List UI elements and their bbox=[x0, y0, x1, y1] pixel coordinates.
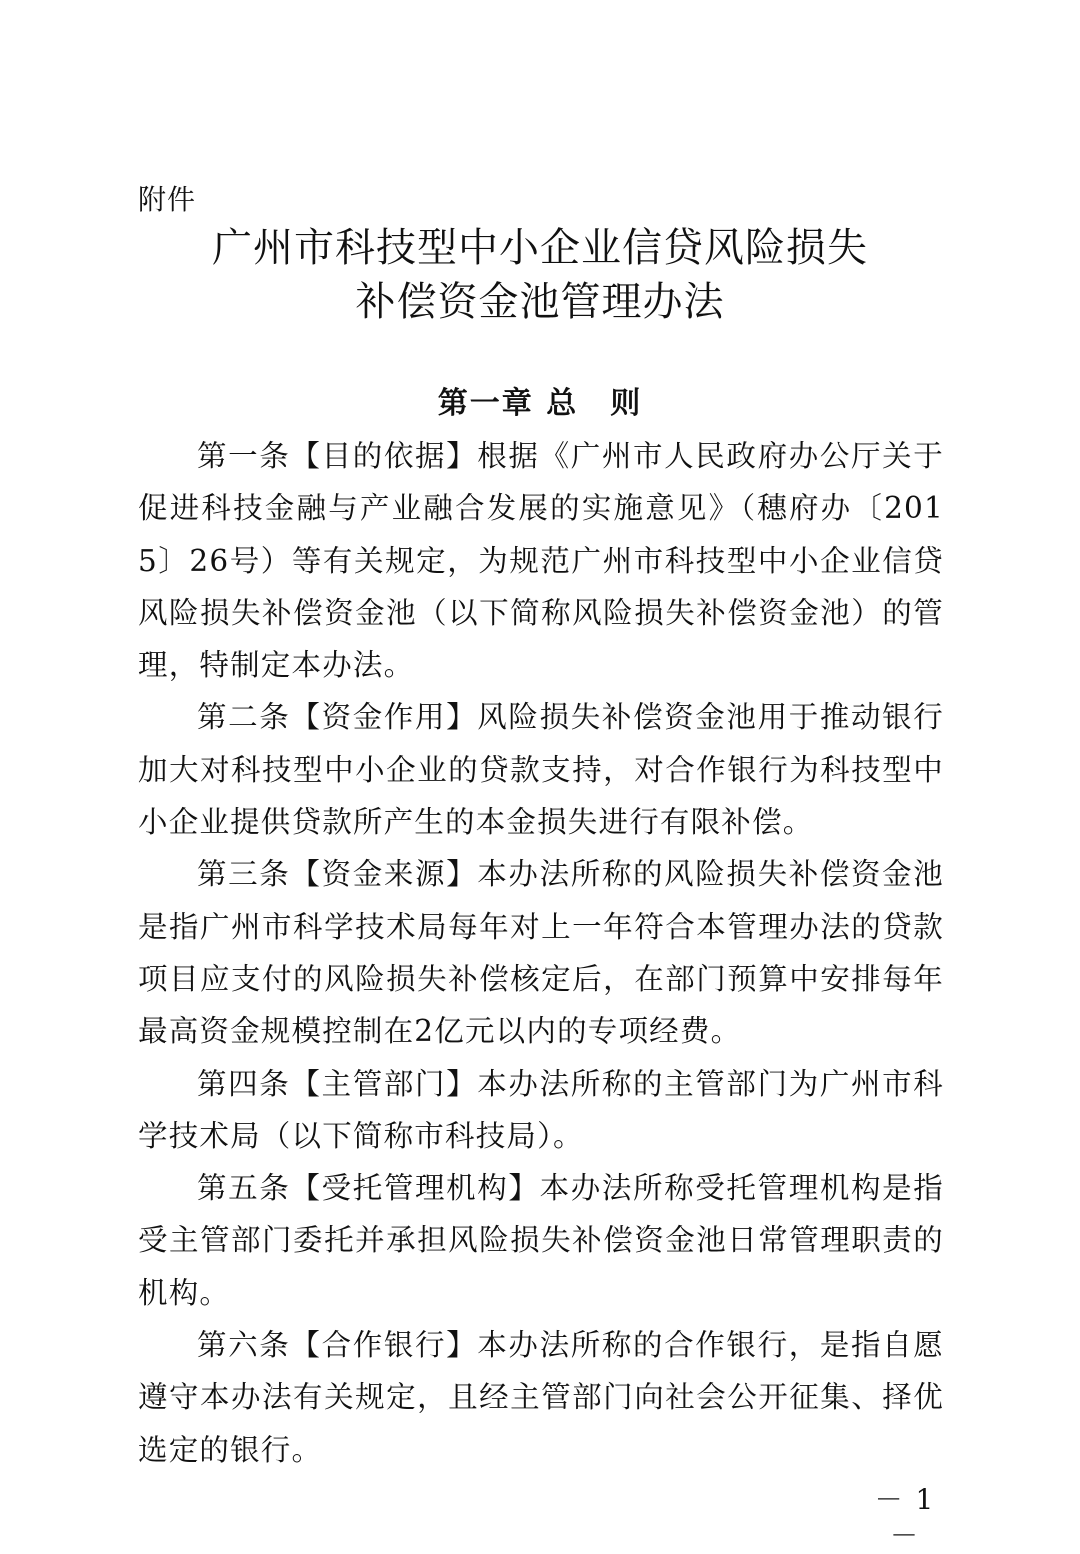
document-title-line-2: 补偿资金池管理办法 bbox=[355, 279, 725, 325]
article-4: 第四条【主管部门】本办法所称的主管部门为广州市科学技术局（以下简称市科技局）。 bbox=[138, 1066, 944, 1153]
attachment-label: 附件 bbox=[138, 183, 197, 216]
article-3: 第三条【资金来源】本办法所称的风险损失补偿资金池是指广州市科学技术局每年对上一年符合本管理办法的贷款项目应支付的风险损失补偿核定后，在部门预算中安排每年最高资金规模控制在2亿元以内的专项经费。 bbox=[138, 857, 944, 1049]
chapter-heading: 第一章 总 则 bbox=[437, 386, 643, 421]
article-6: 第六条【合作银行】本办法所称的合作银行，是指自愿遵守本办法有关规定，且经主管部门向社会公开征集、择优选定的银行。 bbox=[138, 1328, 944, 1467]
document-body bbox=[138, 430, 944, 1476]
article-2: 第二条【资金作用】风险损失补偿资金池用于推动银行加大对科技型中小企业的贷款支持，对合作银行为科技型中小企业提供贷款所产生的本金损失进行有限补偿。 bbox=[138, 700, 944, 840]
article-1: 第一条【目的依据】根据《广州市人民政府办公厅关于促进科技金融与产业融合发展的实施意见》（穗府办〔2015〕26号）等有关规定，为规范广州市科技型中小企业信贷风险损失补偿资金池（以下简称风险损失补偿资金池）的管理，特制定本办法。 bbox=[138, 439, 944, 683]
page-number: － 1 － bbox=[874, 1483, 936, 1552]
article-5: 第五条【受托管理机构】本办法所称受托管理机构是指受主管部门委托并承担风险损失补偿资金池日常管理职责的机构。 bbox=[138, 1171, 944, 1310]
document-title-line-1: 广州市科技型中小企业信贷风险损失 bbox=[212, 225, 868, 271]
